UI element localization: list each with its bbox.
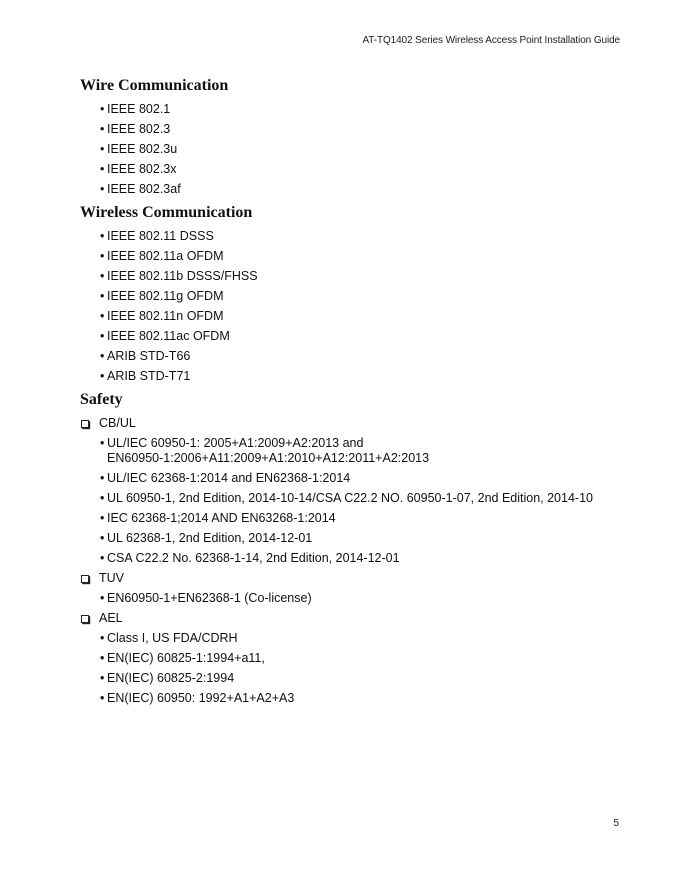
safety-group-label: TUV (99, 571, 124, 585)
list-item: • IEEE 802.11b DSSS/FHSS (80, 269, 620, 284)
wire-communication-heading: Wire Communication (80, 77, 229, 94)
wireless-communication-heading: Wireless Communication (80, 204, 253, 221)
page-number: 5 (613, 818, 619, 829)
running-header: AT-TQ1402 Series Wireless Access Point Installation Guide (362, 35, 620, 46)
list-item: • IEEE 802.11a OFDM (80, 249, 620, 264)
checkbox-bullet-icon (81, 615, 89, 623)
list-item: • IEEE 802.11n OFDM (80, 309, 620, 324)
cb-ul-list (80, 436, 620, 566)
list-item: • IEEE 802.11 DSSS (80, 229, 620, 244)
list-item: • IEEE 802.3af (80, 182, 620, 197)
page-content (80, 76, 620, 712)
ael-list (80, 631, 620, 706)
list-item: • EN60950-1+EN62368-1 (Co-license) (80, 591, 620, 606)
wire-communication-list (80, 102, 620, 197)
wireless-communication-section (80, 203, 620, 384)
checkbox-bullet-icon (81, 420, 89, 428)
safety-heading: Safety (80, 391, 123, 408)
list-item (80, 436, 620, 466)
checkbox-bullet-icon (81, 575, 89, 583)
list-item: • UL 62368-1, 2nd Edition, 2014-12-01 (80, 531, 620, 546)
safety-group-label: AEL (99, 611, 123, 625)
list-item: • EN(IEC) 60825-1:1994+a11, (80, 651, 620, 666)
list-item: • IEEE 802.11ac OFDM (80, 329, 620, 344)
wire-communication-section (80, 76, 620, 197)
list-item: • CSA C22.2 No. 62368-1-14, 2nd Edition, 2014-12-01 (80, 551, 620, 566)
safety-group-tuv (80, 571, 620, 586)
list-item: • ARIB STD-T71 (80, 369, 620, 384)
tuv-list (80, 591, 620, 606)
list-item: • IEEE 802.3u (80, 142, 620, 157)
safety-group-label: CB/UL (99, 416, 136, 430)
safety-group-ael (80, 611, 620, 626)
safety-section (80, 390, 620, 706)
list-item: • IEEE 802.11g OFDM (80, 289, 620, 304)
list-item: • IEEE 802.3 (80, 122, 620, 137)
list-item: • EN(IEC) 60950: 1992+A1+A2+A3 (80, 691, 620, 706)
list-item: • IEC 62368-1;2014 AND EN63268-1:2014 (80, 511, 620, 526)
list-item: • UL/IEC 62368-1:2014 and EN62368-1:2014 (80, 471, 620, 486)
wireless-communication-list (80, 229, 620, 384)
list-item-continuation: EN60950-1:2006+A11:2009+A1:2010+A12:2011+A2:2013 (107, 451, 430, 465)
list-item: • IEEE 802.3x (80, 162, 620, 177)
list-item: • ARIB STD-T66 (80, 349, 620, 364)
list-item: • EN(IEC) 60825-2:1994 (80, 671, 620, 686)
list-item: • Class I, US FDA/CDRH (80, 631, 620, 646)
safety-group-cb-ul (80, 416, 620, 431)
list-item-text: UL/IEC 60950-1: 2005+A1:2009+A2:2013 and (107, 436, 364, 450)
list-item: • UL 60950-1, 2nd Edition, 2014-10-14/CSA C22.2 NO. 60950-1-07, 2nd Edition, 2014-10 (80, 491, 620, 506)
list-item: • IEEE 802.1 (80, 102, 620, 117)
